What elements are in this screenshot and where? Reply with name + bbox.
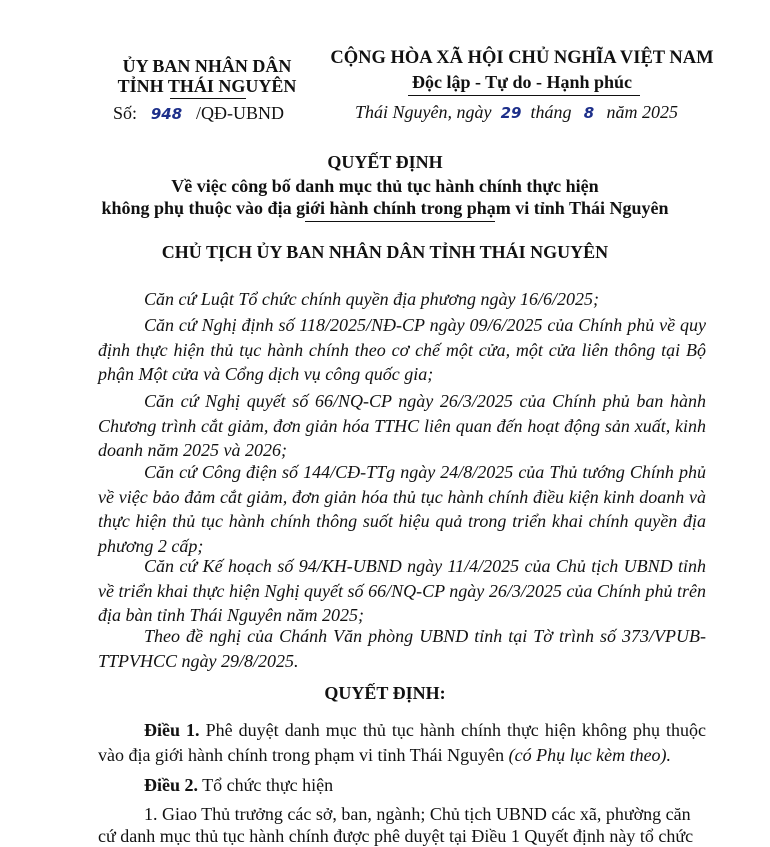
country-name: CỘNG HÒA XÃ HỘI CHỦ NGHĨA VIỆT NAM — [330, 48, 714, 68]
preamble-resolution-66: Căn cứ Nghị quyết số 66/NQ-CP ngày 26/3/2025 của Chính phủ ban hành Chương trình cắt giảm, đơn giản hóa TTHC liên quan đến hoạt động sản xuất, kinh doanh năm 2025 và 2026; — [98, 391, 706, 460]
number-handwritten: 948 — [150, 105, 183, 123]
date-day: 29 — [500, 104, 522, 122]
preamble-decree-118: Căn cứ Nghị định số 118/2025/NĐ-CP ngày 09/6/2025 của Chính phủ về quy định thực hiện thủ tục hành chính theo cơ chế một cửa, một cửa liên thông tại Bộ phận Một cửa và Cổng dịch vụ công quốc gia; — [98, 315, 706, 384]
article-2-label: Điều 2. — [144, 775, 198, 795]
number-suffix: /QĐ-UBND — [196, 103, 285, 123]
org-underline — [170, 98, 246, 99]
article-2-text: Tổ chức thực hiện — [198, 775, 334, 795]
article-1-text: Phê duyệt danh mục thủ tục hành chính thực hiện không phụ thuộc vào địa giới hành chính trong phạm vi tỉnh Thái Nguyên — [98, 720, 706, 765]
number-prefix: Số: — [113, 103, 138, 123]
date-place: Thái Nguyên, ngày — [355, 102, 492, 122]
motto-underline — [408, 95, 640, 96]
document-type: QUYẾT ĐỊNH — [327, 152, 443, 172]
motto: Độc lập - Tự do - Hạnh phúc — [411, 72, 633, 92]
article-1-note: (có Phụ lục kèm theo). — [508, 744, 672, 765]
date-month-label: tháng — [530, 102, 572, 122]
article-1-label: Điều 1. — [144, 720, 200, 740]
decision-heading: QUYẾT ĐỊNH: — [324, 683, 446, 703]
item-1-line2: cứ danh mục thủ tục hành chính được phê duyệt tại Điều 1 Quyết định này tổ chức — [98, 826, 694, 846]
document-number — [113, 103, 284, 124]
preamble-telegram-144: Căn cứ Công điện số 144/CĐ-TTg ngày 24/8/2025 của Thủ tướng Chính phủ về việc bảo đảm cắt giảm, đơn giản hóa thủ tục hành chính điều kiện kinh doanh và thực hiện thủ tục hành chính thông suốt hiệu quả trong triển khai chính quyền địa phương 2 cấp; — [98, 462, 706, 556]
date-year: năm 2025 — [606, 102, 679, 122]
subject-underline — [305, 221, 495, 222]
subject-line1: Về việc công bố danh mục thủ tục hành chính thực hiện — [171, 176, 599, 196]
subject-line2: không phụ thuộc vào địa giới hành chính trong phạm vi tỉnh Thái Nguyên — [101, 198, 669, 218]
article-1 — [98, 718, 706, 767]
date-line — [355, 102, 678, 123]
preamble-plan-94: Căn cứ Kế hoạch số 94/KH-UBND ngày 11/4/2025 của Chủ tịch UBND tỉnh về triển khai thực hiện Nghị quyết số 66/NQ-CP ngày 26/3/2025 của Chính phủ trên địa bàn tỉnh Thái Nguyên năm 2025; — [98, 556, 706, 625]
article-2 — [98, 773, 706, 798]
preamble-law: Căn cứ Luật Tổ chức chính quyền địa phương ngày 16/6/2025; — [144, 289, 600, 309]
issuing-org-line2: TỈNH THÁI NGUYÊN — [117, 76, 297, 96]
date-month: 8 — [583, 104, 595, 122]
preamble-proposal: Theo đề nghị của Chánh Văn phòng UBND tỉnh tại Tờ trình số 373/VPUB-TTPVHCC ngày 29/8/2025. — [98, 626, 706, 671]
authority-title: CHỦ TỊCH ỦY BAN NHÂN DÂN TỈNH THÁI NGUYÊN — [161, 242, 609, 262]
item-1-line1: 1. Giao Thủ trưởng các sở, ban, ngành; Chủ tịch UBND các xã, phường căn — [144, 804, 691, 824]
issuing-org-line1: ỦY BAN NHÂN DÂN — [122, 56, 292, 76]
